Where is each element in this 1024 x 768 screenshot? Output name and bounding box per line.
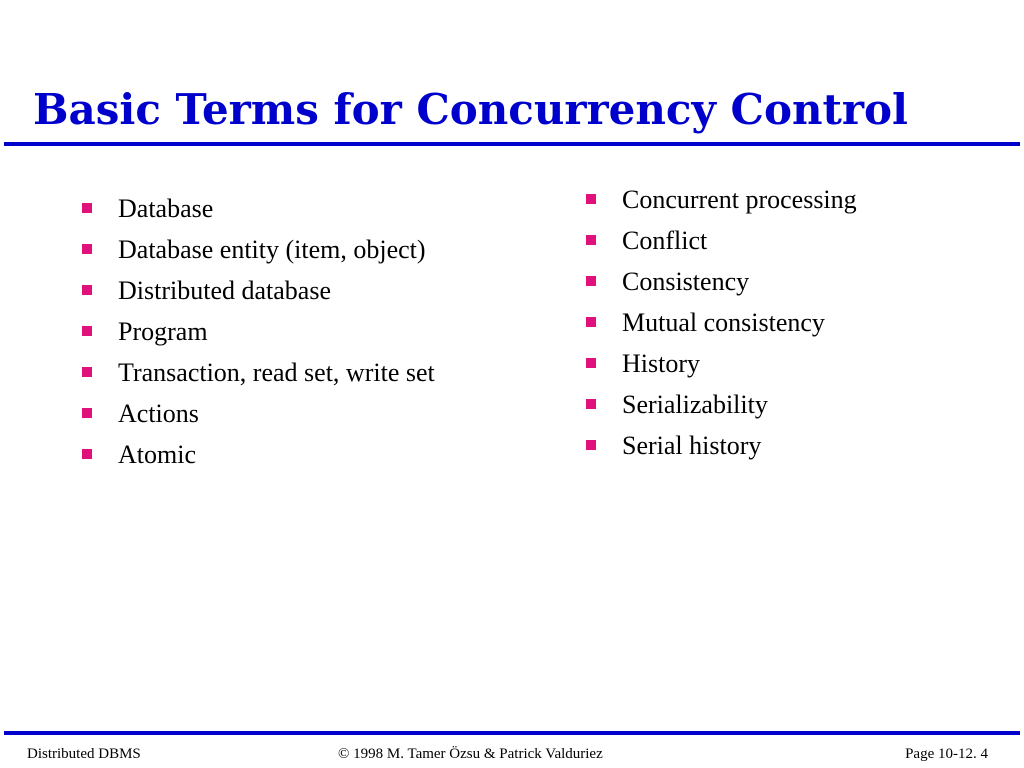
square-bullet-icon [82, 244, 92, 254]
term-label: Database entity (item, object) [118, 235, 426, 264]
term-label: Conflict [622, 226, 708, 255]
term-label: Serial history [622, 431, 762, 460]
square-bullet-icon [82, 449, 92, 459]
square-bullet-icon [586, 399, 596, 409]
square-bullet-icon [586, 276, 596, 286]
square-bullet-icon [586, 317, 596, 327]
square-bullet-icon [82, 367, 92, 377]
term-label: Consistency [622, 267, 750, 296]
term-label: Distributed database [118, 276, 331, 305]
term-label: Database [118, 194, 214, 223]
square-bullet-icon [82, 408, 92, 418]
term-label: History [622, 349, 700, 378]
square-bullet-icon [586, 440, 596, 450]
term-label: Serializability [622, 390, 768, 419]
square-bullet-icon [586, 235, 596, 245]
title-divider [4, 142, 1020, 146]
square-bullet-icon [82, 326, 92, 336]
term-label: Concurrent processing [622, 185, 857, 214]
square-bullet-icon [82, 203, 92, 213]
term-label: Transaction, read set, write set [118, 358, 435, 387]
square-bullet-icon [82, 285, 92, 295]
term-label: Mutual consistency [622, 308, 825, 337]
footer-divider [4, 731, 1020, 735]
square-bullet-icon [586, 358, 596, 368]
term-label: Program [118, 317, 208, 346]
square-bullet-icon [586, 194, 596, 204]
slide-title: Basic Terms for Concurrency Control [33, 85, 909, 134]
term-label: Actions [118, 399, 199, 428]
footer-page-number: Page 10-12. 4 [905, 746, 988, 762]
footer-copyright: © 1998 M. Tamer Özsu & Patrick Valduriez [338, 746, 603, 762]
footer-course-name: Distributed DBMS [27, 746, 141, 762]
term-label: Atomic [118, 440, 196, 469]
